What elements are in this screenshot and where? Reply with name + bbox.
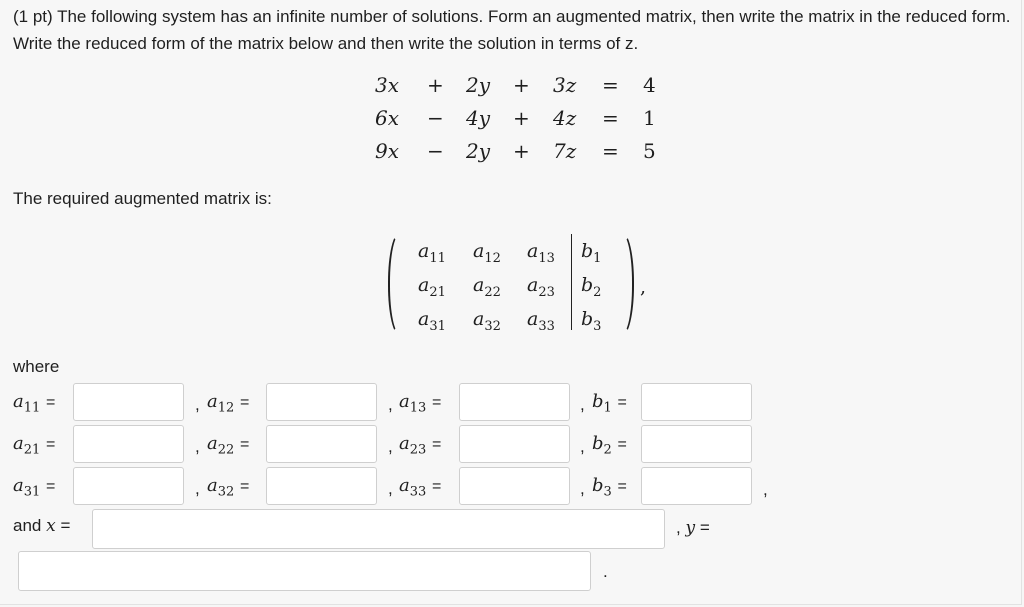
- label-a33: [399, 475, 441, 500]
- label-a31: [13, 475, 55, 500]
- equals-sign: =: [617, 394, 627, 411]
- comma-sep: ,: [195, 479, 200, 498]
- eq1-op-2: +: [513, 73, 530, 97]
- equals-sign: =: [617, 436, 627, 453]
- augmented-matrix-label: The required augmented matrix is:: [13, 189, 272, 208]
- comma-sep: ,: [580, 395, 585, 414]
- label-sub: 31: [23, 484, 41, 500]
- eq2-op-2: +: [513, 106, 530, 130]
- label-a21: [13, 433, 55, 458]
- cell-sub: 1: [593, 250, 602, 266]
- left-parenthesis: [388, 232, 402, 336]
- final-period: .: [603, 562, 608, 581]
- cell-sub: 23: [538, 284, 555, 300]
- right-parenthesis: [620, 232, 634, 336]
- cell-sub: 13: [538, 250, 555, 266]
- input-a32[interactable]: [266, 467, 377, 505]
- equals-sign: =: [432, 478, 442, 495]
- eq1-equals: =: [602, 73, 619, 97]
- label-sub: 21: [23, 442, 41, 458]
- comma-sep: ,: [388, 437, 393, 456]
- label-a11: [13, 391, 55, 416]
- comma-sep: ,: [388, 479, 393, 498]
- label-base: a: [207, 433, 218, 454]
- equals-sign: =: [617, 478, 627, 495]
- label-base: b: [592, 391, 604, 412]
- input-x[interactable]: [92, 509, 665, 549]
- matrix-cell-b2: [581, 274, 601, 300]
- label-base: a: [207, 391, 218, 412]
- label-sub: 22: [217, 442, 235, 458]
- eq1-op-1: +: [427, 73, 444, 97]
- equals-sign: =: [240, 436, 250, 453]
- cell-base: b: [581, 308, 594, 330]
- input-a13[interactable]: [459, 383, 570, 421]
- label-base: a: [207, 475, 218, 496]
- label-a32: [207, 475, 249, 500]
- and-label: and: [13, 516, 42, 535]
- equals-sign: =: [699, 518, 710, 537]
- matrix-cell-a32: [473, 308, 501, 334]
- cell-sub: 33: [538, 318, 555, 334]
- matrix-cell-a33: [527, 308, 555, 334]
- label-base: a: [399, 391, 410, 412]
- matrix-cell-a12: [473, 240, 501, 266]
- label-a12: [207, 391, 249, 416]
- cell-sub: 12: [484, 250, 501, 266]
- input-y[interactable]: [18, 551, 591, 591]
- label-y-answer: [676, 518, 710, 538]
- equation-system: [370, 73, 670, 172]
- eq2-op-1: −: [427, 106, 444, 130]
- eq1-term-y: 2y: [466, 73, 491, 97]
- label-sub: 3: [603, 484, 612, 500]
- problem-prompt: (1 pt) The following system has an infinite number of solutions. Form an augmented matrix, then write the matrix in the reduced form. Write the reduced form of the matrix below and then write the solution in terms of z.: [13, 7, 1011, 53]
- label-b3: [592, 475, 627, 500]
- eq3-equals: =: [602, 139, 619, 163]
- eq1-rhs: 4: [643, 73, 656, 97]
- cell-base: b: [581, 240, 594, 262]
- eq3-op-1: −: [427, 139, 444, 163]
- comma-sep: ,: [580, 479, 585, 498]
- equation-row-2: [370, 106, 670, 139]
- input-b1[interactable]: [641, 383, 752, 421]
- input-b3[interactable]: [641, 467, 752, 505]
- cell-base: a: [473, 240, 485, 262]
- input-a12[interactable]: [266, 383, 377, 421]
- label-sub: 32: [217, 484, 235, 500]
- cell-sub: 31: [429, 318, 446, 334]
- label-base: a: [13, 391, 24, 412]
- equals-sign: =: [240, 394, 250, 411]
- label-base: a: [13, 475, 24, 496]
- augment-bar: [571, 234, 572, 330]
- matrix-cell-a11: [418, 240, 446, 266]
- label-sub: 1: [603, 400, 612, 416]
- label-sub: 13: [409, 400, 427, 416]
- equals-sign: =: [240, 478, 250, 495]
- cell-sub: 21: [429, 284, 446, 300]
- label-sub: 33: [409, 484, 427, 500]
- cell-sub: 32: [484, 318, 501, 334]
- cell-base: a: [527, 274, 539, 296]
- eq2-equals: =: [602, 106, 619, 130]
- input-a33[interactable]: [459, 467, 570, 505]
- comma-sep: ,: [580, 437, 585, 456]
- label-sub: 12: [217, 400, 235, 416]
- label-base: a: [399, 475, 410, 496]
- label-sub: 11: [23, 400, 41, 416]
- equals-sign: =: [46, 478, 56, 495]
- x-variable: x: [46, 516, 56, 536]
- comma-sep: ,: [195, 437, 200, 456]
- cell-base: a: [418, 240, 430, 262]
- matrix-cell-a13: [527, 240, 555, 266]
- augmented-matrix: [388, 232, 648, 334]
- cell-sub: 22: [484, 284, 501, 300]
- comma-sep: ,: [388, 395, 393, 414]
- input-b2[interactable]: [641, 425, 752, 463]
- eq1-term-x: 3x: [375, 73, 400, 97]
- eq2-term-x: 6x: [375, 106, 400, 130]
- matrix-cell-a23: [527, 274, 555, 300]
- label-a13: [399, 391, 441, 416]
- cell-base: a: [418, 308, 430, 330]
- matrix-trailing-comma: ,: [640, 276, 647, 298]
- matrix-cell-a21: [418, 274, 446, 300]
- cell-sub: 3: [593, 318, 602, 334]
- cell-base: b: [581, 274, 594, 296]
- equals-sign: =: [432, 394, 442, 411]
- label-sub: 2: [603, 442, 612, 458]
- label-b1: [592, 391, 627, 416]
- input-a21[interactable]: [73, 425, 184, 463]
- cell-sub: 11: [429, 250, 446, 266]
- input-a11[interactable]: [73, 383, 184, 421]
- label-base: b: [592, 433, 604, 454]
- cell-base: a: [527, 308, 539, 330]
- eq3-term-z: 7z: [553, 139, 577, 163]
- cell-base: a: [473, 308, 485, 330]
- eq2-term-y: 4y: [466, 106, 491, 130]
- label-b2: [592, 433, 627, 458]
- comma-sep: ,: [195, 395, 200, 414]
- cell-base: a: [527, 240, 539, 262]
- label-x-answer: [13, 516, 70, 536]
- eq3-term-x: 9x: [375, 139, 400, 163]
- eq2-rhs: 1: [643, 106, 656, 130]
- matrix-cell-a22: [473, 274, 501, 300]
- matrix-cell-a31: [418, 308, 446, 334]
- label-a23: [399, 433, 441, 458]
- label-a22: [207, 433, 249, 458]
- y-variable: y: [685, 518, 696, 538]
- eq3-op-2: +: [513, 139, 530, 163]
- eq2-term-z: 4z: [553, 106, 577, 130]
- label-base: a: [13, 433, 24, 454]
- input-a23[interactable]: [459, 425, 570, 463]
- equation-row-3: [370, 139, 670, 172]
- eq1-term-z: 3z: [553, 73, 577, 97]
- input-a31[interactable]: [73, 467, 184, 505]
- equals-sign: =: [46, 394, 56, 411]
- equals-sign: =: [46, 436, 56, 453]
- cell-base: a: [473, 274, 485, 296]
- cell-base: a: [418, 274, 430, 296]
- equation-row-1: [370, 73, 670, 106]
- eq3-rhs: 5: [643, 139, 656, 163]
- cell-sub: 2: [593, 284, 602, 300]
- matrix-cell-b1: [581, 240, 601, 266]
- equals-sign: =: [60, 516, 71, 535]
- label-base: b: [592, 475, 604, 496]
- input-a22[interactable]: [266, 425, 377, 463]
- eq3-term-y: 2y: [466, 139, 491, 163]
- matrix-cell-b3: [581, 308, 601, 334]
- comma-sep: ,: [676, 518, 681, 537]
- row-end-comma: ,: [763, 480, 768, 499]
- where-label: where: [13, 357, 60, 376]
- equals-sign: =: [432, 436, 442, 453]
- label-sub: 23: [409, 442, 427, 458]
- label-base: a: [399, 433, 410, 454]
